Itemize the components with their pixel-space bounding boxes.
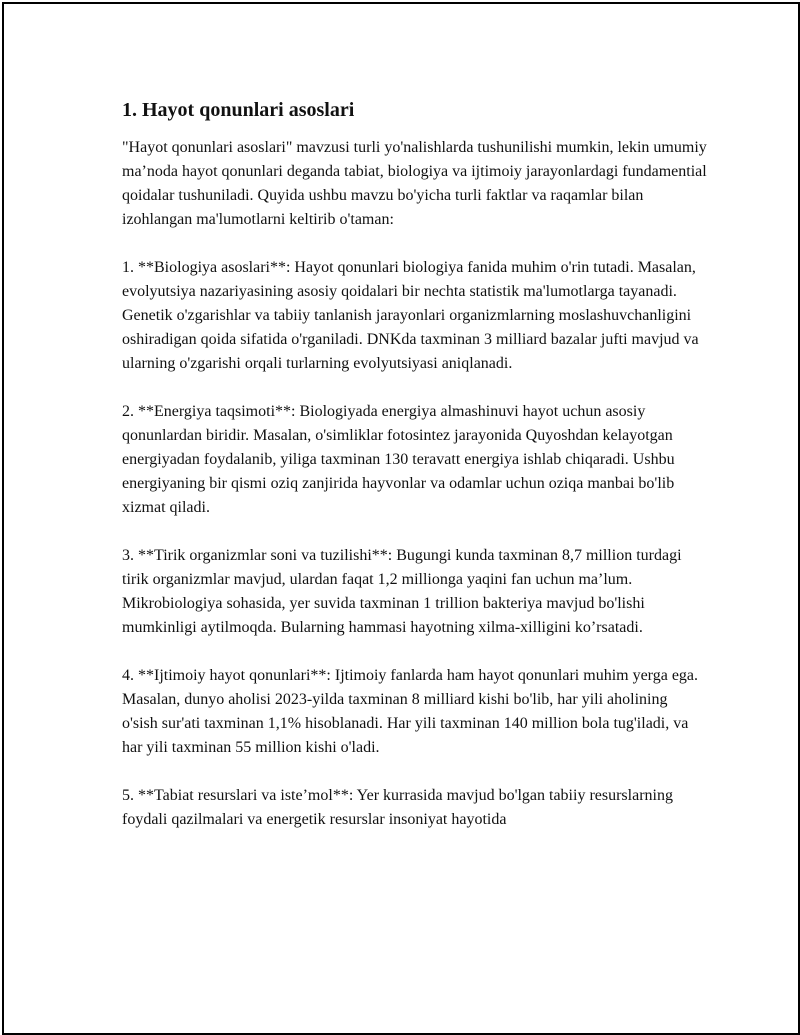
page-frame: [2, 2, 800, 1035]
document-title: 1. Hayot qonunlari asoslari: [122, 99, 355, 121]
paragraph-biology: 1. **Biologiya asoslari**: Hayot qonunlari biologiya fanida muhim o'rin tutadi. Masalan, evolyutsiya nazariyasining asosiy qoidalari bir nechta statistik ma'lumotlarga tayanadi. Genetik o'zgarishlar va tabiiy tanlanish jarayonlari organizmlarning moslashuvchanligini oshiradigan qoida sifatida o'rganiladi. DNKda taxminan 3 milliard bazalar jufti mavjud va ularning o'zgarishi orqali turlarning evolyutsiyasi aniqlanadi.: [122, 259, 699, 372]
paragraph-resources: 5. **Tabiat resurslari va iste’mol**: Yer kurrasida mavjud bo'lgan tabiiy resurslarning foydali qazilmalari va energetik resurslar insoniyat hayotida: [122, 787, 673, 828]
paragraph-organisms: 3. **Tirik organizmlar soni va tuzilishi**: Bugungi kunda taxminan 8,7 million turdagi tirik organizmlar mavjud, ulardan faqat 1,2 millionga yaqini fan uchun ma’lum. Mikrobiologiya sohasida, yer suvida taxminan 1 trillion bakteriya mavjud bo'lishi mumkinligi aytilmoqda. Bularning hammasi hayotning xilma-xilligini ko’rsatadi.: [122, 547, 682, 636]
paragraph-social: 4. **Ijtimoiy hayot qonunlari**: Ijtimoiy fanlarda ham hayot qonunlari muhim yerga ega. Masalan, dunyo aholisi 2023-yilda taxminan 8 milliard kishi bo'lib, har yili aholining o'sish sur'ati taxminan 1,1% hisoblanadi. Har yili taxminan 140 million bola tug'iladi, va har yili taxminan 55 million kishi o'ladi.: [122, 667, 699, 756]
paragraph-energy: 2. **Energiya taqsimoti**: Biologiyada energiya almashinuvi hayot uchun asosiy qonunlardan biridir. Masalan, o'simliklar fotosintez jarayonida Quyoshdan kelayotgan energiyadan foydalanib, yiliga taxminan 130 teravatt energiya ishlab chiqaradi. Ushbu energiyaning bir qismi oziq zanjirida hayvonlar va odamlar uchun oziqa manbai bo'lib xizmat qiladi.: [122, 403, 675, 516]
document-body: [122, 96, 707, 856]
intro-paragraph: "Hayot qonunlari asoslari" mavzusi turli yo'nalishlarda tushunilishi mumkin, lekin umumiy ma’noda hayot qonunlari deganda tabiat, biologiya va ijtimoiy jarayonlardagi fundamential qoidalar tushuniladi. Quyida ushbu mavzu bo'yicha turli faktlar va raqamlar bilan izohlangan ma'lumotlarni keltirib o'taman:: [122, 139, 707, 228]
